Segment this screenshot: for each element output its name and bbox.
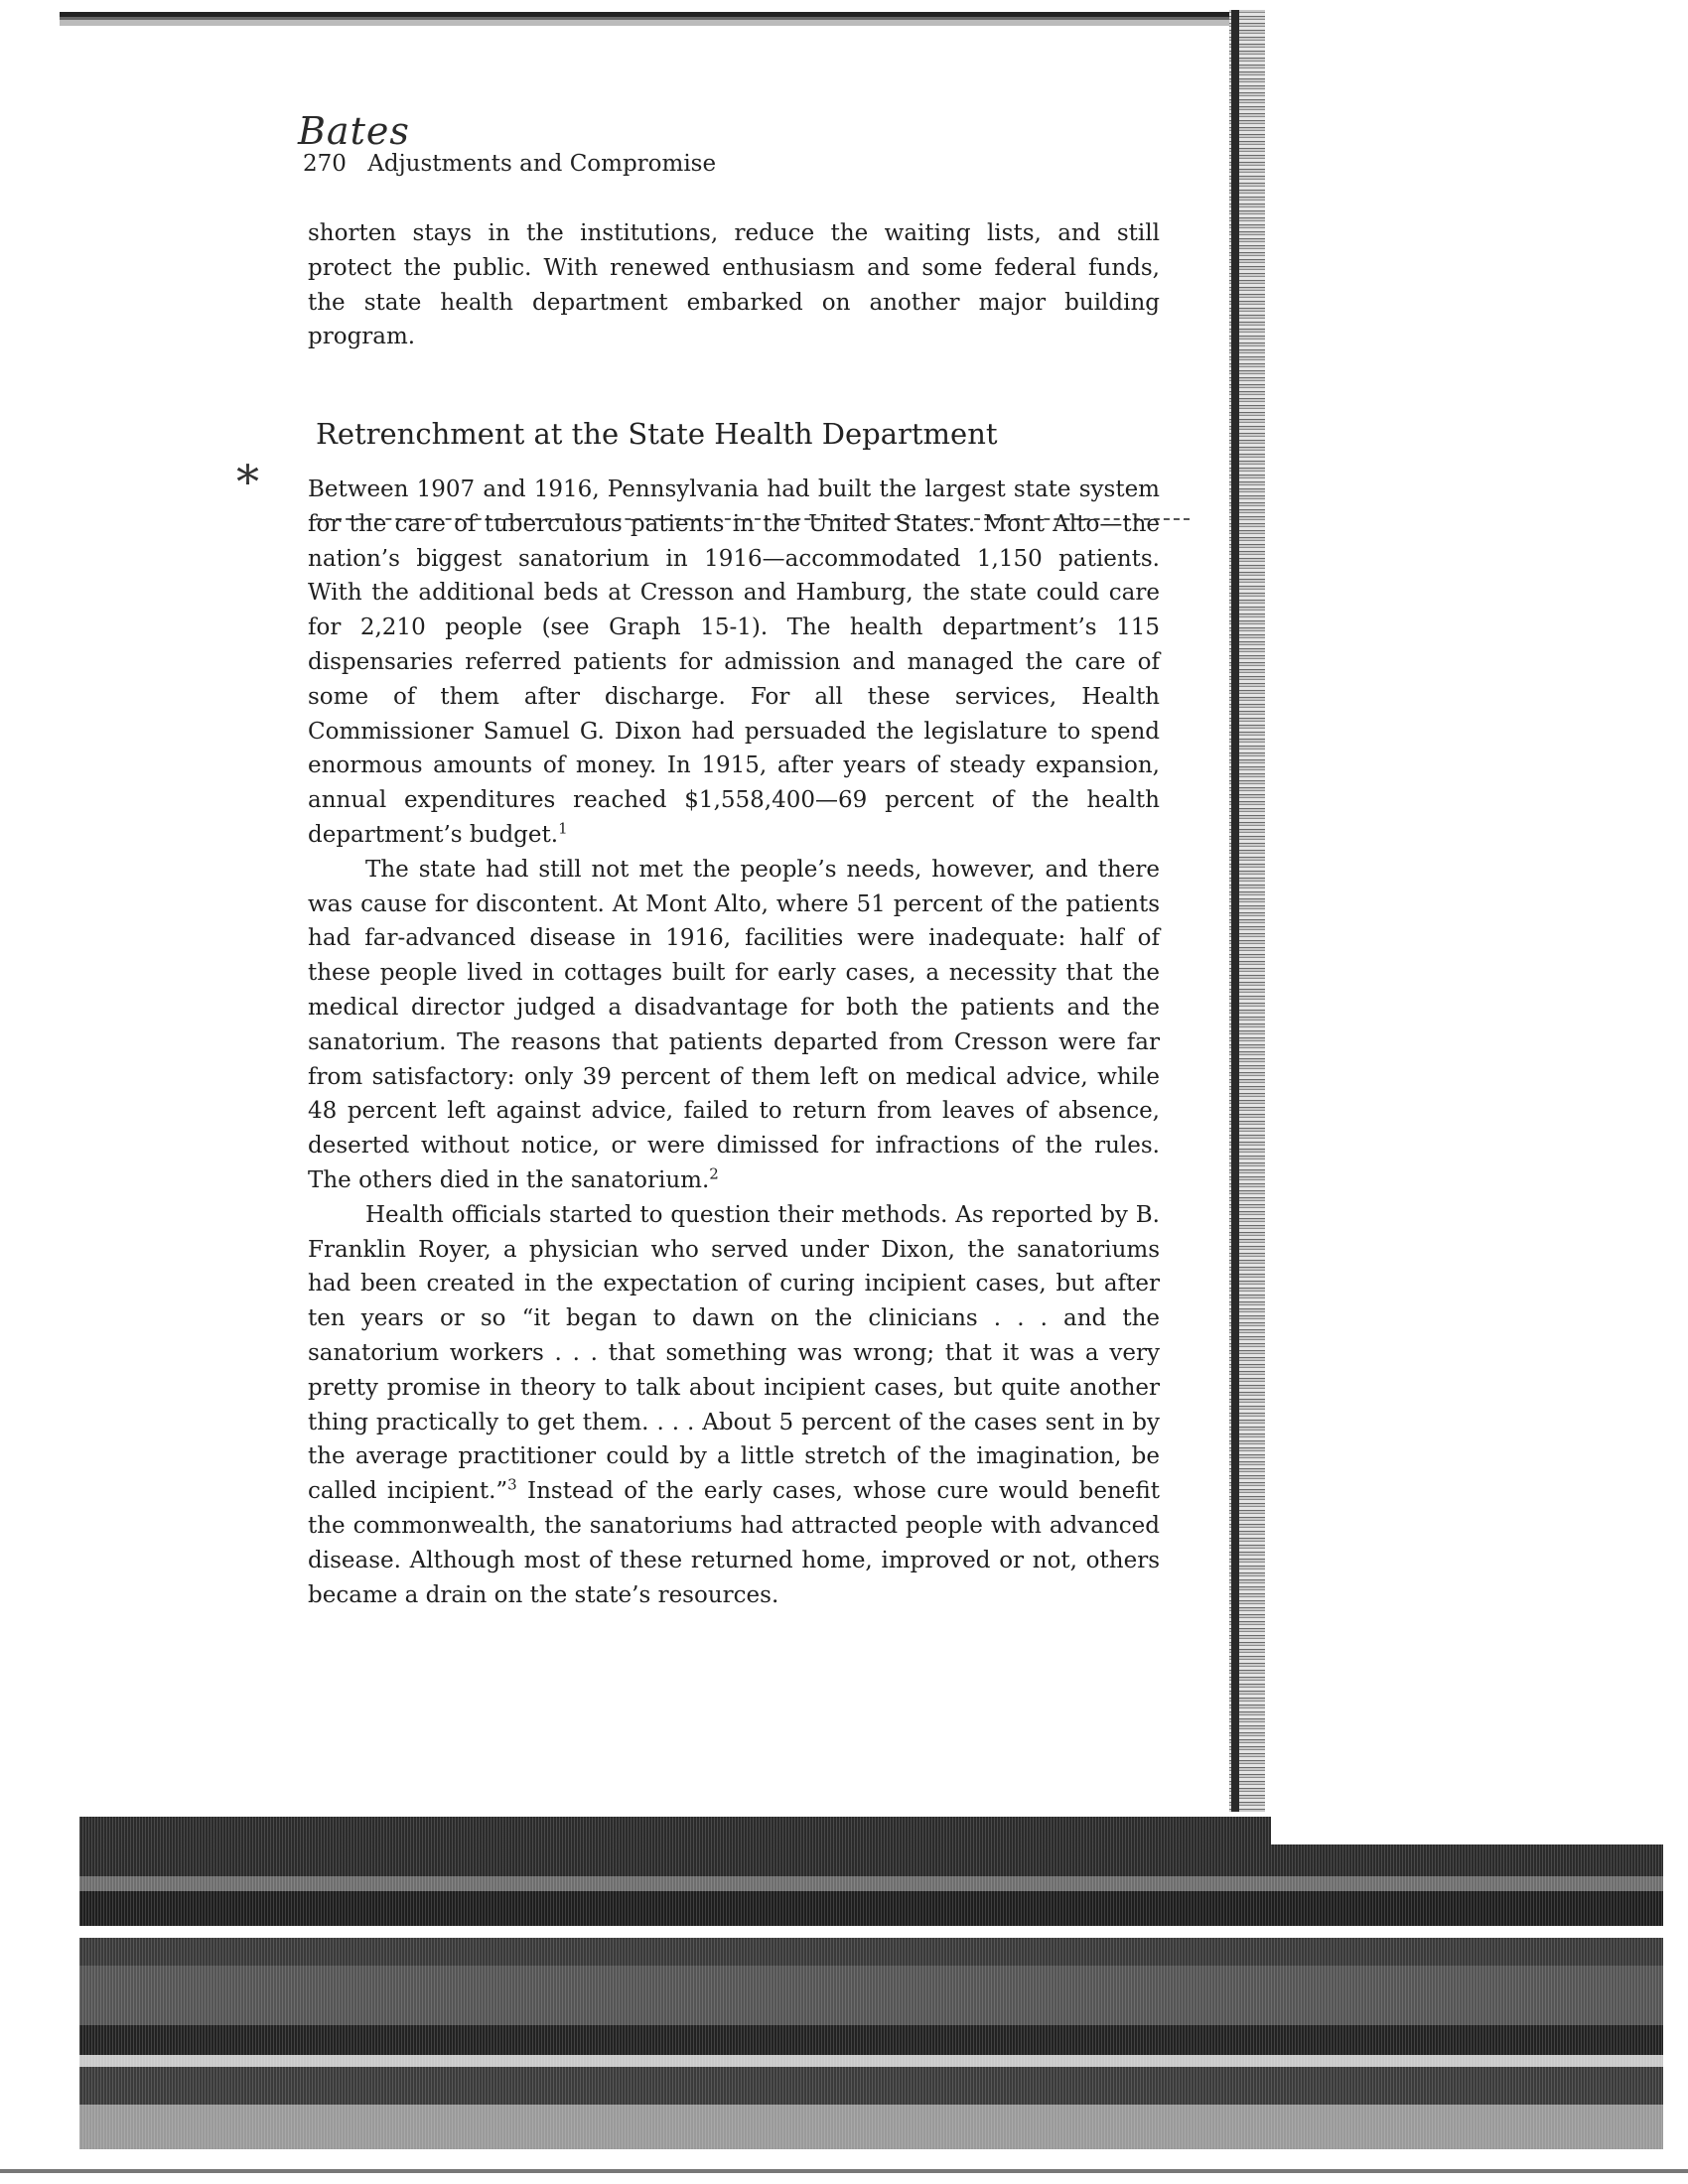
footnote-ref-2: 2 bbox=[709, 1164, 719, 1183]
paragraph-3 bbox=[308, 1198, 1160, 1613]
section-body bbox=[308, 473, 1160, 1612]
scan-bottom-strip bbox=[0, 2169, 1688, 2173]
paragraph-1 bbox=[308, 473, 1160, 853]
paragraph-1-text: Between 1907 and 1916, Pennsylvania had built the largest state system for the care of tuberculous patients in the United States. Mont Alto—the nation’s biggest sanatorium in 1916—accommodated 1,150 patients. With the additional beds at Cresson and Hamburg, the state could care for 2,210 people (see Graph 15-1). The health department’s 115 dispensaries referred patients for admission and managed the care of some of them after discharge. For all these services, Health Commissioner Samuel G. Dixon had persuaded the legislature to spend enormous amounts of money. In 1915, after years of steady expansion, annual expenditures reached $1,558,400—69 percent of the health department’s budget. bbox=[308, 477, 1160, 848]
margin-star-mark: * bbox=[236, 455, 259, 508]
running-head-title: Adjustments and Compromise bbox=[367, 151, 717, 177]
paragraph-2 bbox=[308, 853, 1160, 1198]
paragraph-3-text: Health officials started to question their methods. As reported by B. Franklin Royer, a physician who served under Dixon, the sanatoriums had been created in the expectation of curing incipient cases, but after ten years or so “it began to dawn on the clinicians . . . and the sanatorium workers . . . that something was wrong; that it was a very pretty promise in theory to talk about incipient cases, but quite another thing practically to get them. . . . About 5 percent of the cases sent in by the average practitioner could by a little stretch of the imagination, be called incipient.” bbox=[308, 1201, 1160, 1505]
scan-top-edge bbox=[60, 12, 1251, 26]
paragraph-2-text: The state had still not met the people’s needs, however, and there was cause for discontent. At Mont Alto, where 51 percent of the patients had far-advanced disease in 1916, facilities were inadequate: half of these people lived in cottages built for early cases, a necessity that the medical director judged a disadvantage for both the patients and the sanatorium. The reasons that patients departed from Cresson were far from satisfactory: only 39 percent of them left on medical advice, while 48 percent left against advice, failed to return from leaves of absence, deserted without notice, or were dimissed for infractions of the rules. The others died in the sanatorium. bbox=[308, 856, 1160, 1193]
paragraph-3-continuation: Instead of the early cases, whose cure would benefit the commonwealth, the sanatoriums had attracted people with advanced disease. Although most of these returned home, improved or not, others became a drain on the state’s resources. bbox=[308, 1478, 1160, 1608]
scan-bottom-gap bbox=[1271, 1817, 1663, 1844]
footnote-ref-1: 1 bbox=[558, 819, 568, 838]
page-number: 270 bbox=[303, 151, 347, 177]
footnote-ref-3: 3 bbox=[507, 1475, 517, 1494]
scan-right-edge-shadow bbox=[1231, 10, 1239, 1812]
opening-paragraph-block bbox=[308, 216, 1160, 354]
section-heading: Retrenchment at the State Health Department bbox=[316, 417, 998, 452]
running-head bbox=[303, 151, 716, 177]
scan-bottom-artifact bbox=[79, 1817, 1663, 2149]
opening-paragraph: shorten stays in the institutions, reduce the waiting lists, and still protect the public. With renewed enthusiasm and some federal funds, the state health department embarked on another major building program. bbox=[308, 220, 1160, 350]
handwritten-signature: Bates bbox=[298, 109, 410, 153]
